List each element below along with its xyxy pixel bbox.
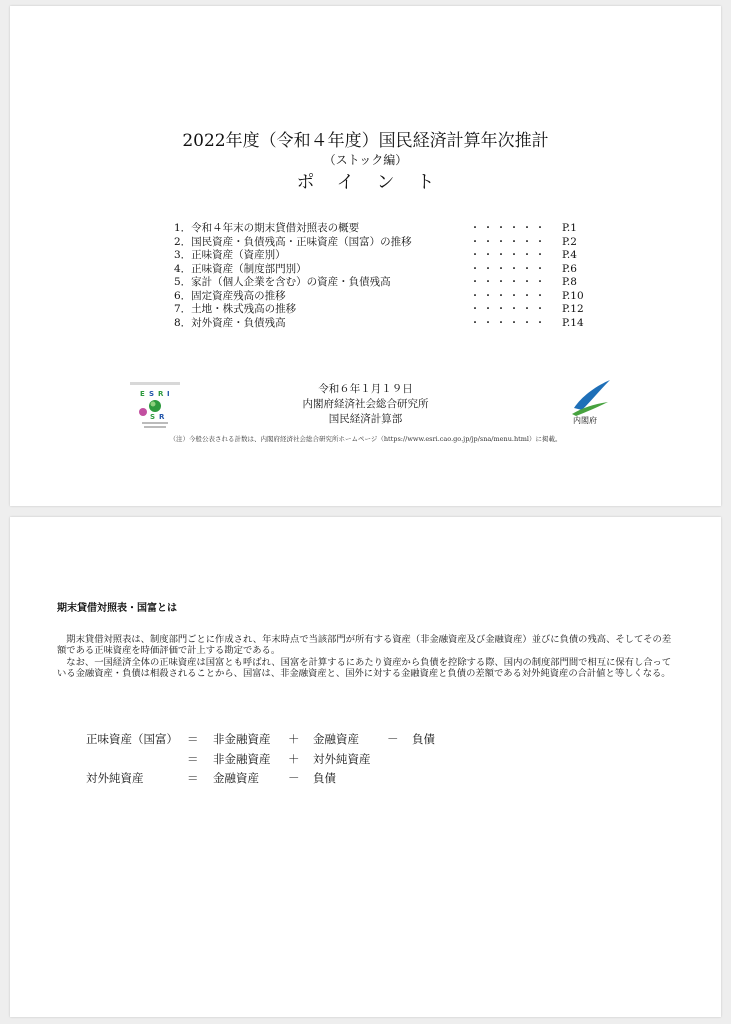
eq-term: 対外純資産	[86, 771, 144, 785]
eq-term: 正味資産（国富）	[86, 732, 178, 746]
eq-term: 金融資産	[213, 771, 259, 785]
eq-operator: ＝	[187, 732, 199, 746]
eq-term: 負債	[313, 771, 336, 785]
eq-operator: ＝	[187, 752, 199, 766]
eq-term: 対外純資産	[313, 752, 371, 766]
eq-term: 金融資産	[313, 732, 359, 746]
report-subtitle: （ストック編）	[323, 153, 408, 167]
eq-operator: ＝	[187, 771, 199, 785]
document-page-2	[10, 517, 721, 1017]
toc-item: 2．国民資産・負債残高・正味資産（国富）の推移 ・・・・・・ P.2	[174, 235, 577, 248]
svg-text:R: R	[158, 390, 164, 398]
cabinet-office-label: 内閣府	[573, 416, 597, 425]
report-title: 2022年度（令和４年度）国民経済計算年次推計	[182, 131, 549, 151]
eq-term: 負債	[412, 732, 435, 746]
toc-item: 7．土地・株式残高の推移 ・・・・・・ P.12	[174, 303, 584, 315]
toc-item: 6．固定資産残高の推移 ・・・・・・ P.10	[174, 289, 584, 302]
footnote: （注）今般公表される計数は、内閣府経済社会総合研究所ホームページ（https://www.esri.cao.go.jp/jp/sna/menu.html）に掲載。	[169, 435, 562, 443]
publication-date: 令和６年１月１９日	[318, 383, 413, 395]
section-title: 期末貸借対照表・国富とは	[57, 603, 177, 614]
svg-text:S: S	[149, 390, 155, 398]
svg-text:E: E	[140, 390, 145, 398]
eq-term: 非金融資産	[213, 732, 271, 746]
report-heading: ポイント	[296, 172, 457, 193]
paragraph: なお、一国経済全体の正味資産は国富とも呼ばれ、国富を計算するにあたり資産から負債を控除する際、国内の制度部門間で相互に保有し合っている金融資産・負債は相殺されることから、国富は、非金融資産と、国外に対する金融資産と負債の差額である対外純資産の合計値と等しくなる。	[57, 657, 672, 680]
eq-operator: ＋	[288, 752, 300, 766]
paragraph: 期末貸借対照表は、制度部門ごとに作成され、年末時点で当該部門が所有する資産（非金融資産及び金融資産）並びに負債の残高、そしてその差額である正味資産を時価評価で計上する勘定である。	[57, 634, 672, 657]
toc-item: 4．正味資産（制度部門別） ・・・・・・ P.6	[174, 262, 577, 275]
toc-item: 3．正味資産（資産別） ・・・・・・ P.4	[174, 249, 577, 261]
toc-item: 5．家計（個人企業を含む）の資産・負債残高 ・・・・・・ P.8	[174, 276, 577, 288]
eq-operator: ＋	[288, 732, 300, 746]
document-page-1	[10, 6, 721, 506]
svg-text:R: R	[159, 413, 165, 421]
table-of-contents	[174, 222, 604, 330]
eq-operator: －	[387, 732, 399, 746]
toc-item: 8．対外資産・負債残高 ・・・・・・ P.14	[174, 316, 584, 329]
eq-operator: －	[288, 771, 300, 785]
svg-text:I: I	[167, 390, 170, 398]
publisher-org: 内閣府経済社会総合研究所	[302, 398, 429, 410]
publisher-dept: 国民経済計算部	[328, 413, 403, 425]
toc-item: 1．令和４年末の期末貸借対照表の概要 ・・・・・・ P.1	[174, 222, 577, 234]
publication-info	[10, 382, 721, 427]
svg-text:S: S	[150, 413, 156, 421]
eq-term: 非金融資産	[213, 752, 271, 766]
